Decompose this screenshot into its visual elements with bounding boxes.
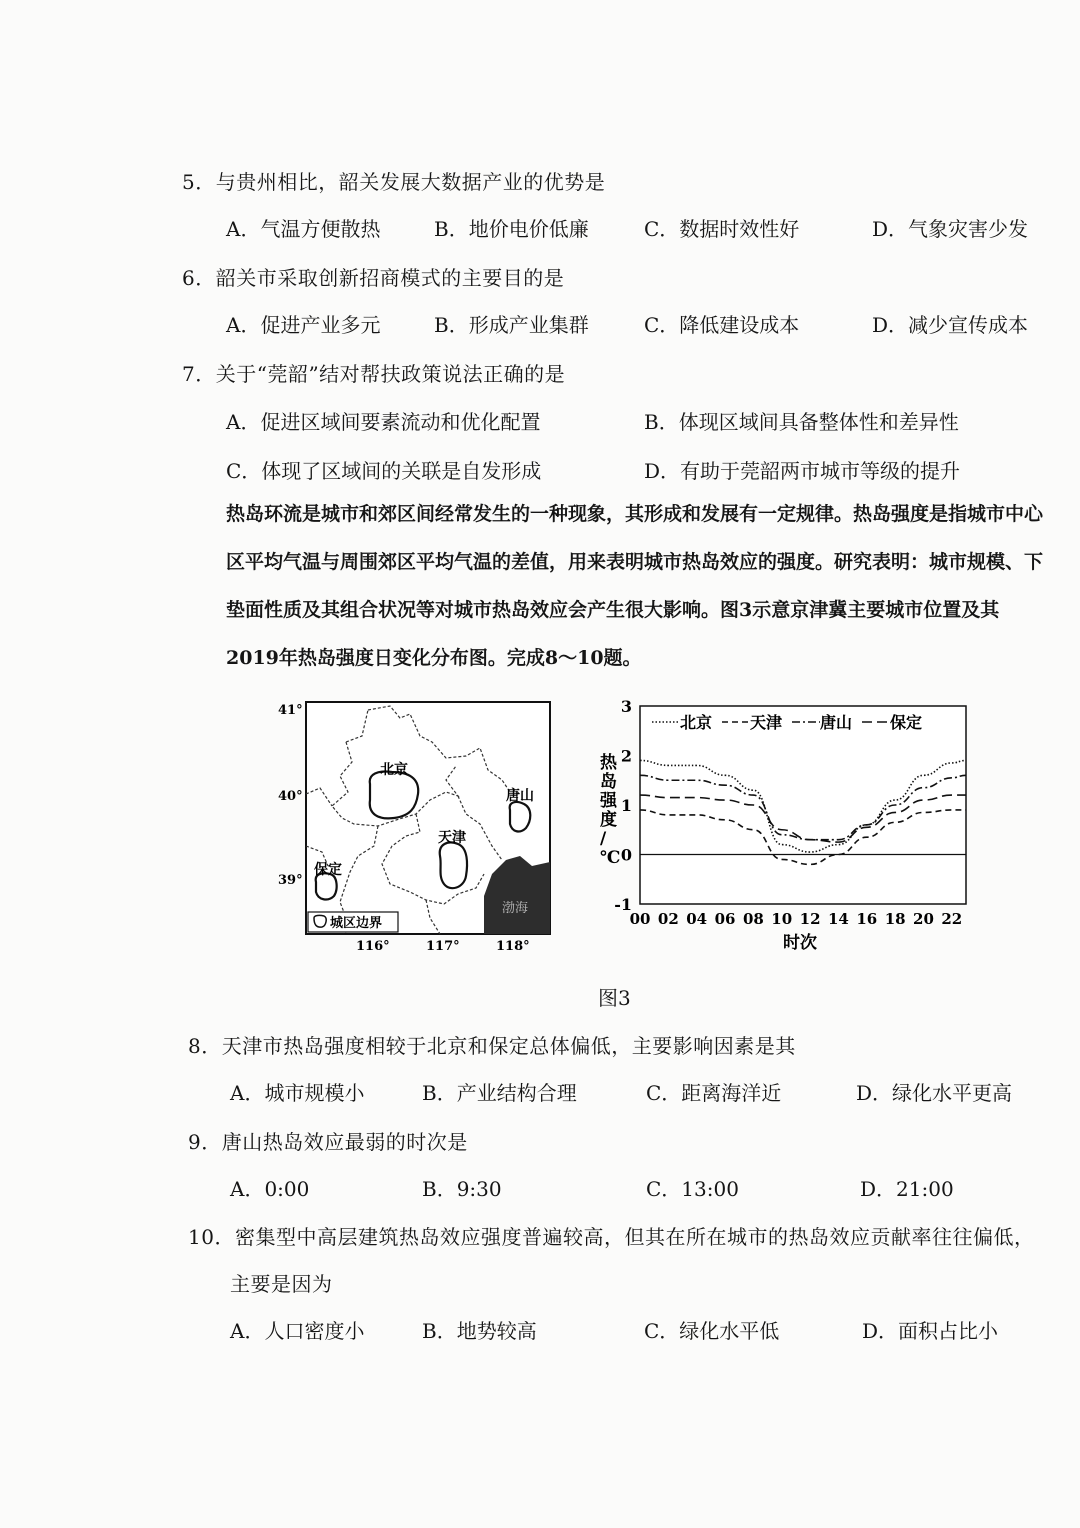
question-10-stem: 10．密集型中高层建筑热岛效应强度普遍较高，但其在所在城市的热岛效应贡献率往往偏低， <box>188 1225 1035 1249</box>
city-label-beijing: 北京 <box>380 762 408 778</box>
y-tick-label: 0 <box>620 845 632 865</box>
q6-option-a: A．促进产业多元 <box>226 313 381 337</box>
legend-label-beijing: 北京 <box>680 713 713 732</box>
lon-label-117: 117° <box>426 939 460 954</box>
q8-option-c: C．距离海洋近 <box>646 1081 782 1105</box>
heat-island-chart <box>590 696 980 958</box>
question-8-stem: 8．天津市热岛强度相较于北京和保定总体偏低，主要影响因素是其 <box>188 1034 796 1058</box>
chart-plot-area <box>640 706 966 904</box>
x-tick-label: 00 <box>629 910 651 928</box>
x-tick-label: 14 <box>827 910 849 928</box>
passage-text: 热岛环流是城市和郊区间经常发生的一种现象，其形成和发展有一定规律。热岛强度是指城市中心区平均气温与周围郊区平均气温的差值，用来表明城市热岛效应的强度。研究表明：城市规模、下垫面性质及其组合状况等对城市热岛效应会产生很大影响。图3示意京津冀主要城市位置及其2019年热岛强度日变化分布图。完成8～10题。 <box>226 503 1044 669</box>
x-tick-label: 04 <box>686 910 708 928</box>
figure-caption: 图3 <box>598 986 631 1010</box>
question-5-stem: 5．与贵州相比，韶关发展大数据产业的优势是 <box>182 170 606 194</box>
q10-option-b: B．地势较高 <box>422 1319 537 1343</box>
q8-option-d: D．绿化水平更高 <box>856 1081 1013 1105</box>
q5-option-a: A．气温方便散热 <box>226 217 381 241</box>
q9-option-d: D．21:00 <box>860 1177 954 1201</box>
sea-label: 渤海 <box>502 901 529 916</box>
lat-label-39: 39° <box>278 873 303 888</box>
y-tick-label: -1 <box>614 895 632 914</box>
q5-option-d: D．气象灾害少发 <box>872 217 1029 241</box>
x-axis-label: 时次 <box>783 933 817 953</box>
tangshan-outline <box>510 802 531 831</box>
city-label-tangshan: 唐山 <box>506 788 534 804</box>
city-label-tianjin: 天津 <box>438 830 466 846</box>
y-tick-label: 2 <box>620 746 632 766</box>
tianjin-outline <box>440 843 467 889</box>
y-tick-label: 3 <box>620 697 632 716</box>
q10-option-a: A．人口密度小 <box>230 1319 365 1343</box>
q7-option-b: B．体现区域间具备整体性和差异性 <box>644 410 959 434</box>
x-tick-label: 16 <box>856 910 878 928</box>
legend-label-tangshan: 唐山 <box>820 713 853 732</box>
q6-option-c: C．降低建设成本 <box>644 313 800 337</box>
q8-option-a: A．城市规模小 <box>230 1081 365 1105</box>
lon-label-118: 118° <box>496 939 530 954</box>
q9-option-b: B．9:30 <box>422 1177 502 1201</box>
q5-option-c: C．数据时效性好 <box>644 217 800 241</box>
q8-option-b: B．产业结构合理 <box>422 1081 577 1105</box>
q10-option-c: C．绿化水平低 <box>644 1319 780 1343</box>
question-9-stem: 9．唐山热岛效应最弱的时次是 <box>188 1130 468 1154</box>
x-tick-label: 20 <box>913 910 934 928</box>
y-axis-label: 热岛强度/ ℃ <box>600 753 621 868</box>
q9-option-c: C．13:00 <box>646 1177 739 1201</box>
question-7-stem: 7．关于“莞韶”结对帮扶政策说法正确的是 <box>182 362 566 386</box>
map-legend-label: 城区边界 <box>330 916 383 931</box>
q7-option-c: C．体现了区域间的关联是自发形成 <box>226 459 542 483</box>
q7-option-d: D．有助于莞韶两市城市等级的提升 <box>644 459 961 483</box>
x-tick-label: 08 <box>742 910 764 928</box>
question-10-stem-continued: 主要是因为 <box>230 1272 333 1296</box>
city-label-baoding: 保定 <box>314 862 342 878</box>
legend-label-tianjin: 天津 <box>750 713 783 732</box>
reading-passage <box>186 490 1046 682</box>
jingjinji-map <box>270 696 560 958</box>
q9-option-a: A．0:00 <box>230 1177 310 1201</box>
x-tick-label: 02 <box>657 910 679 928</box>
beijing-outline <box>370 772 418 819</box>
y-tick-label: 1 <box>620 796 632 815</box>
x-tick-label: 12 <box>799 910 821 928</box>
legend-outline-icon <box>314 915 326 927</box>
lon-label-116: 116° <box>356 939 390 954</box>
lat-label-40: 40° <box>278 789 303 804</box>
legend-label-baoding: 保定 <box>890 713 923 732</box>
q7-option-a: A．促进区域间要素流动和优化配置 <box>226 410 541 434</box>
q5-option-b: B．地价电价低廉 <box>434 217 589 241</box>
q10-option-d: D．面积占比小 <box>862 1319 999 1343</box>
x-tick-label: 06 <box>714 910 736 928</box>
question-6-stem: 6．韶关市采取创新招商模式的主要目的是 <box>182 266 565 290</box>
q6-option-b: B．形成产业集群 <box>434 313 589 337</box>
q6-option-d: D．减少宣传成本 <box>872 313 1029 337</box>
lat-label-41: 41° <box>278 703 303 718</box>
x-tick-label: 22 <box>941 910 963 928</box>
x-tick-label: 10 <box>771 910 793 928</box>
x-tick-label: 18 <box>884 910 906 928</box>
